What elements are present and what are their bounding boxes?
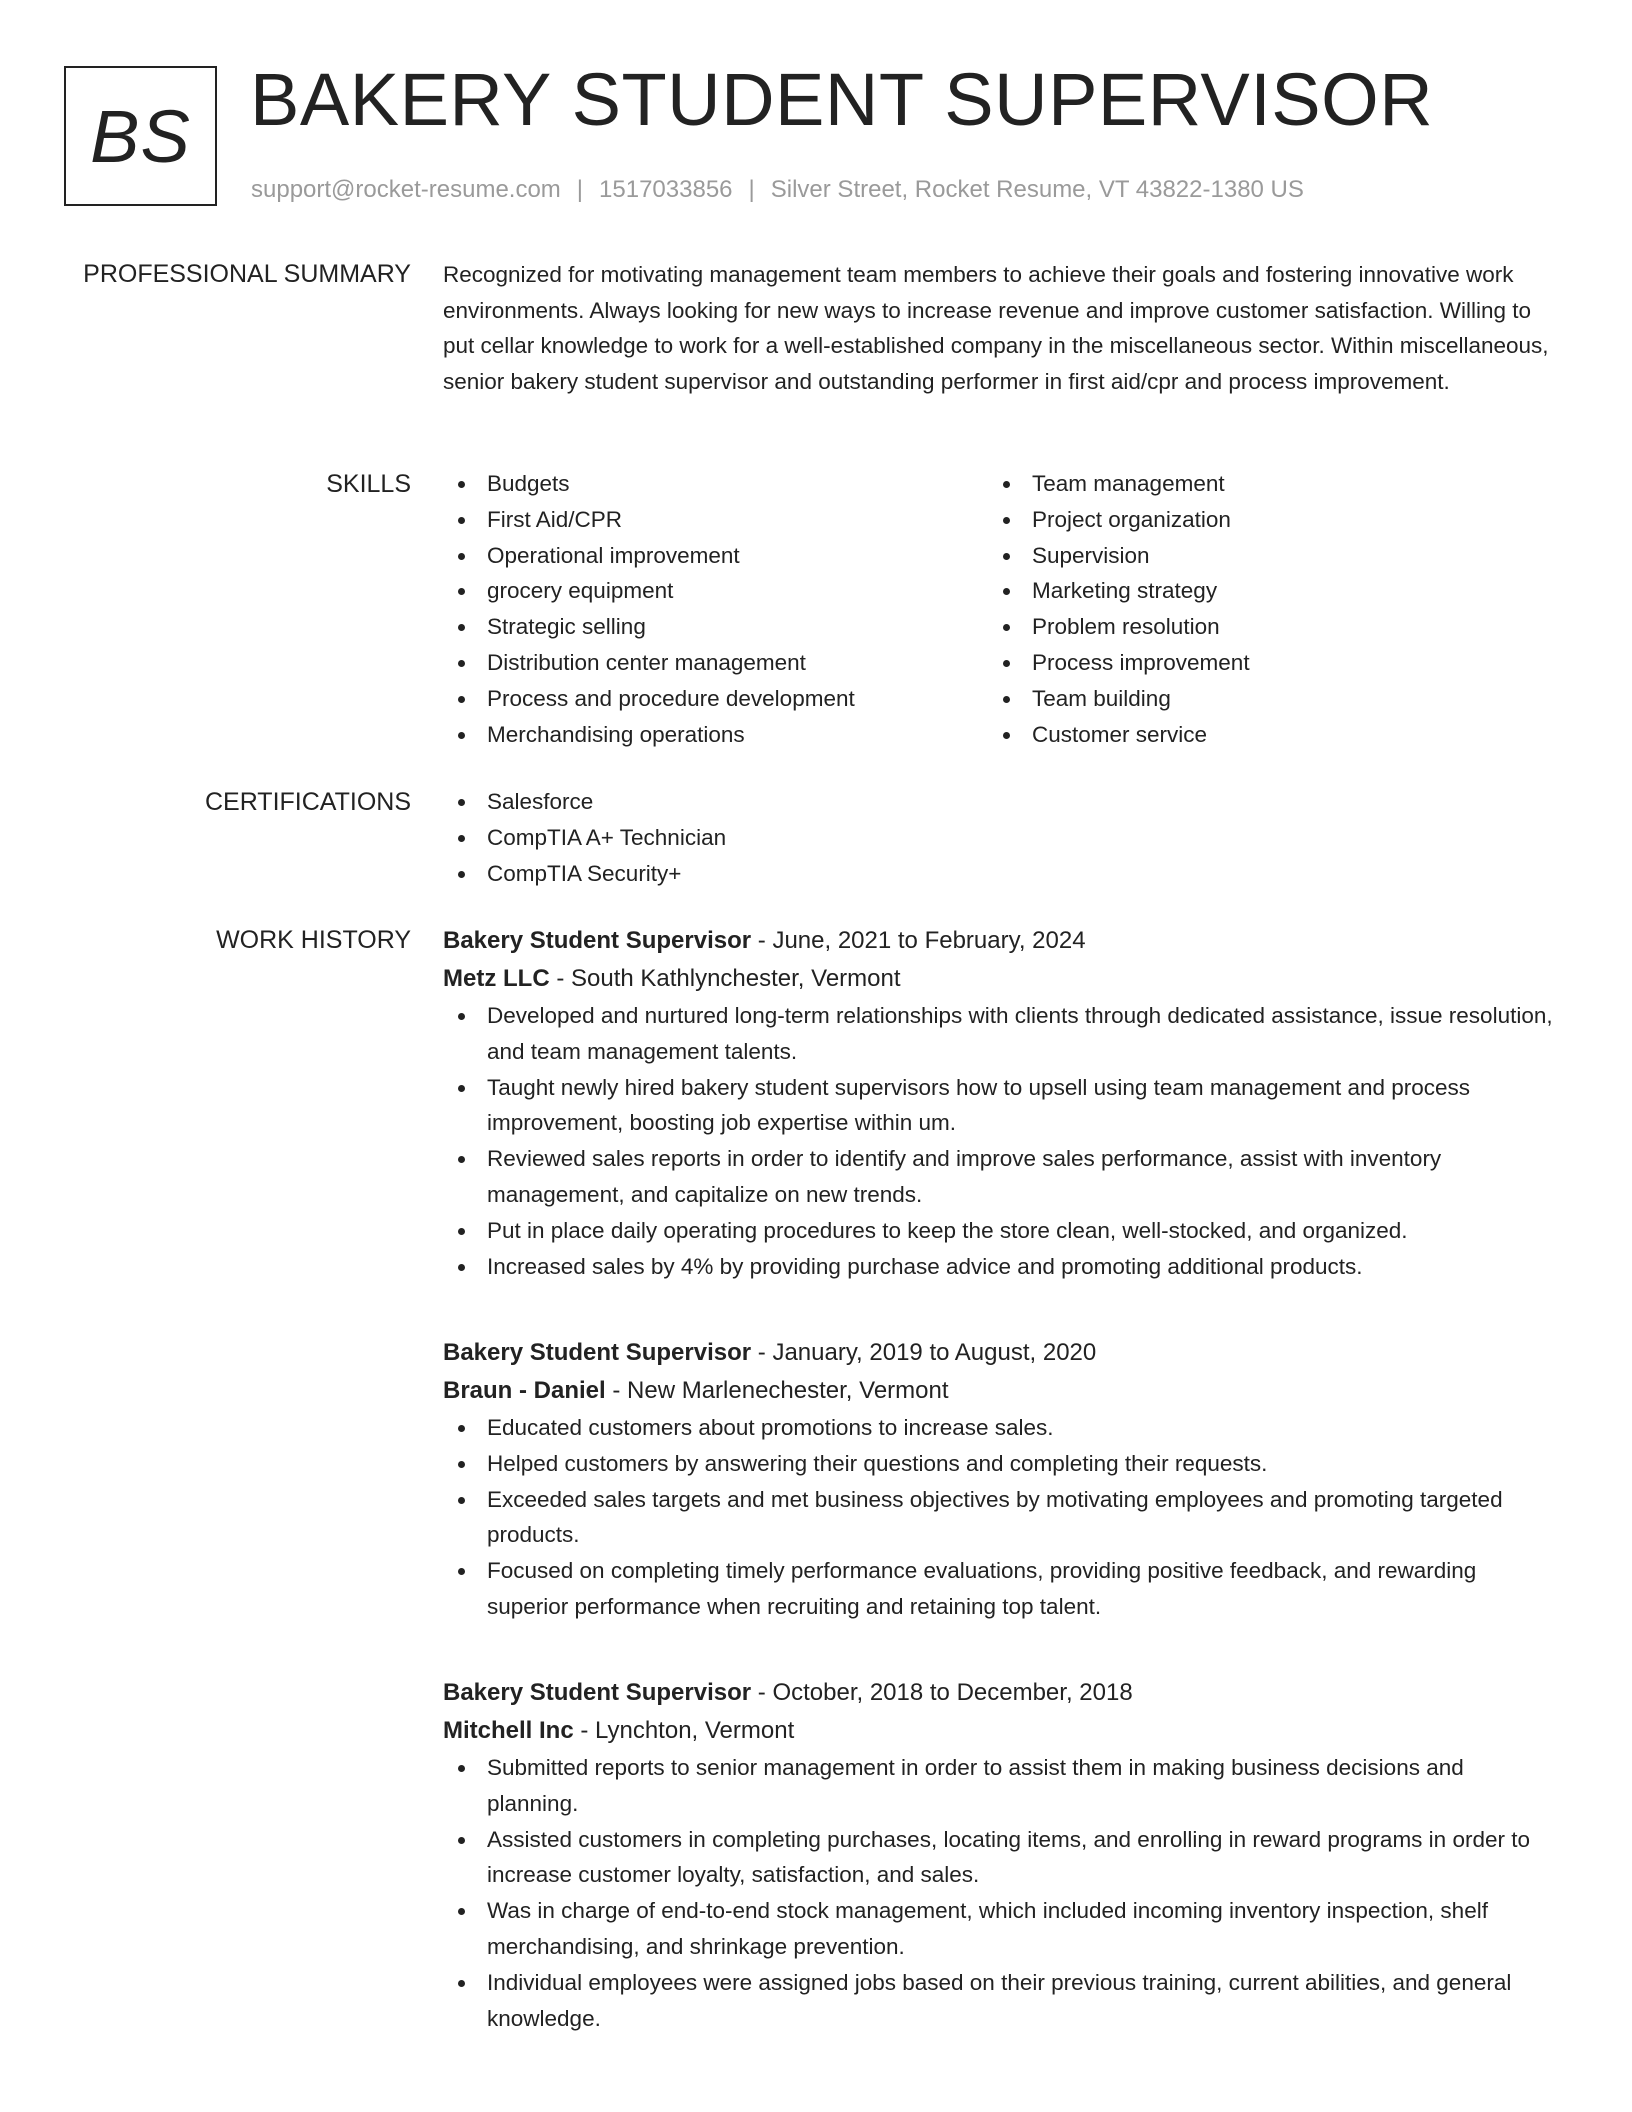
job-bullet: Was in charge of end-to-end stock management, which included incoming inventory inspection, shelf merchandising, and shrinkage prevention. [443, 1893, 1553, 1965]
contact-separator: | [576, 176, 584, 203]
skill-item: Problem resolution [988, 609, 1533, 645]
job-bullet: Focused on completing timely performance evaluations, providing positive feedback, and rewarding superior performance when recruiting and retaining top talent. [443, 1553, 1553, 1625]
job-dates: - June, 2021 to February, 2024 [757, 927, 1086, 954]
contact-email: support@rocket-resume.com [251, 176, 561, 203]
job-company: Braun - Daniel [443, 1377, 606, 1404]
job-company-line [443, 1372, 1553, 1410]
contact-separator: | [748, 176, 755, 203]
certifications-list [443, 784, 1553, 891]
skill-item: Process and procedure development [443, 681, 988, 717]
skill-item: Merchandising operations [443, 717, 988, 753]
job-bullet: Taught newly hired bakery student supervisors how to upsell using team management and process improvement, boosting job expertise within um. [443, 1070, 1553, 1142]
certification-item: Salesforce [443, 784, 1553, 820]
job-dates: - October, 2018 to December, 2018 [757, 1679, 1133, 1706]
job-bullet: Exceeded sales targets and met business objectives by motivating employees and promoting targeted products. [443, 1482, 1553, 1554]
job-bullet-list [443, 998, 1553, 1284]
contact-line [251, 175, 1304, 205]
job-title-line [443, 1674, 1553, 1712]
job-title: Bakery Student Supervisor [443, 1339, 752, 1366]
candidate-name: BAKERY STUDENT SUPERVISOR [250, 58, 1434, 141]
job-bullet: Assisted customers in completing purchases, locating items, and enrolling in reward programs in order to increase customer loyalty, satisfaction, and sales. [443, 1822, 1553, 1894]
job-company: Mitchell Inc [443, 1717, 574, 1744]
skills-list-right [988, 466, 1533, 752]
job-company: Metz LLC [443, 965, 550, 992]
job-bullet: Increased sales by 4% by providing purchase advice and promoting additional products. [443, 1249, 1553, 1285]
contact-phone: 1517033856 [599, 176, 733, 203]
job-location: - Lynchton, Vermont [580, 1717, 795, 1744]
skill-item: Process improvement [988, 645, 1533, 681]
monogram-initials: BS [90, 94, 191, 178]
skill-item: First Aid/CPR [443, 502, 988, 538]
skill-item: Marketing strategy [988, 573, 1533, 609]
job-title: Bakery Student Supervisor [443, 927, 752, 954]
job-title-line [443, 922, 1553, 960]
monogram-box [64, 66, 217, 206]
skill-item: Project organization [988, 502, 1533, 538]
section-label-summary: PROFESSIONAL SUMMARY [83, 260, 411, 288]
job-bullet: Put in place daily operating procedures to keep the store clean, well-stocked, and organized. [443, 1213, 1553, 1249]
contact-address: Silver Street, Rocket Resume, VT 43822-1380 US [770, 176, 1304, 203]
job-location: - New Marlenechester, Vermont [612, 1377, 949, 1404]
job-bullet-list [443, 1750, 1553, 2036]
skill-item: Team management [988, 466, 1533, 502]
job-title: Bakery Student Supervisor [443, 1679, 752, 1706]
certification-item: CompTIA Security+ [443, 856, 1553, 892]
skills-list-left [443, 466, 988, 752]
job-bullet: Helped customers by answering their questions and completing their requests. [443, 1446, 1553, 1482]
skill-item: Operational improvement [443, 538, 988, 574]
certification-item: CompTIA A+ Technician [443, 820, 1553, 856]
job-bullet: Educated customers about promotions to increase sales. [443, 1410, 1553, 1446]
job-bullet-list [443, 1410, 1553, 1625]
job-bullet: Submitted reports to senior management in order to assist them in making business decisions and planning. [443, 1750, 1553, 1822]
job-bullet: Reviewed sales reports in order to identify and improve sales performance, assist with inventory management, and capitalize on new trends. [443, 1141, 1553, 1213]
section-label-certifications: CERTIFICATIONS [204, 788, 411, 816]
skill-item: Supervision [988, 538, 1533, 574]
skill-item: Budgets [443, 466, 988, 502]
job-location: - South Kathlynchester, Vermont [556, 965, 901, 992]
skill-item: Team building [988, 681, 1533, 717]
job-entry [443, 1334, 1553, 1625]
job-company-line [443, 960, 1553, 998]
skill-item: Strategic selling [443, 609, 988, 645]
job-dates: - January, 2019 to August, 2020 [757, 1339, 1097, 1366]
job-entry [443, 922, 1553, 1284]
section-label-skills: SKILLS [326, 470, 411, 498]
job-bullet: Developed and nurtured long-term relationships with clients through dedicated assistance, issue resolution, and team management talents. [443, 998, 1553, 1070]
skill-item: grocery equipment [443, 573, 988, 609]
skill-item: Distribution center management [443, 645, 988, 681]
skill-item: Customer service [988, 717, 1533, 753]
job-company-line [443, 1712, 1553, 1750]
job-bullet: Individual employees were assigned jobs based on their previous training, current abilities, and general knowledge. [443, 1965, 1553, 2037]
section-label-work-history: WORK HISTORY [216, 926, 411, 954]
job-title-line [443, 1334, 1553, 1372]
summary-text: Recognized for motivating management team members to achieve their goals and fostering innovative work environments. Always looking for new ways to increase revenue and improve customer satisfaction. Willing to put cellar knowledge to work for a well-established company in the miscellaneous sector. Within miscellaneous, senior bakery student supervisor and outstanding performer in first aid/cpr and process improvement. [443, 262, 1549, 394]
job-entry [443, 1674, 1553, 2036]
